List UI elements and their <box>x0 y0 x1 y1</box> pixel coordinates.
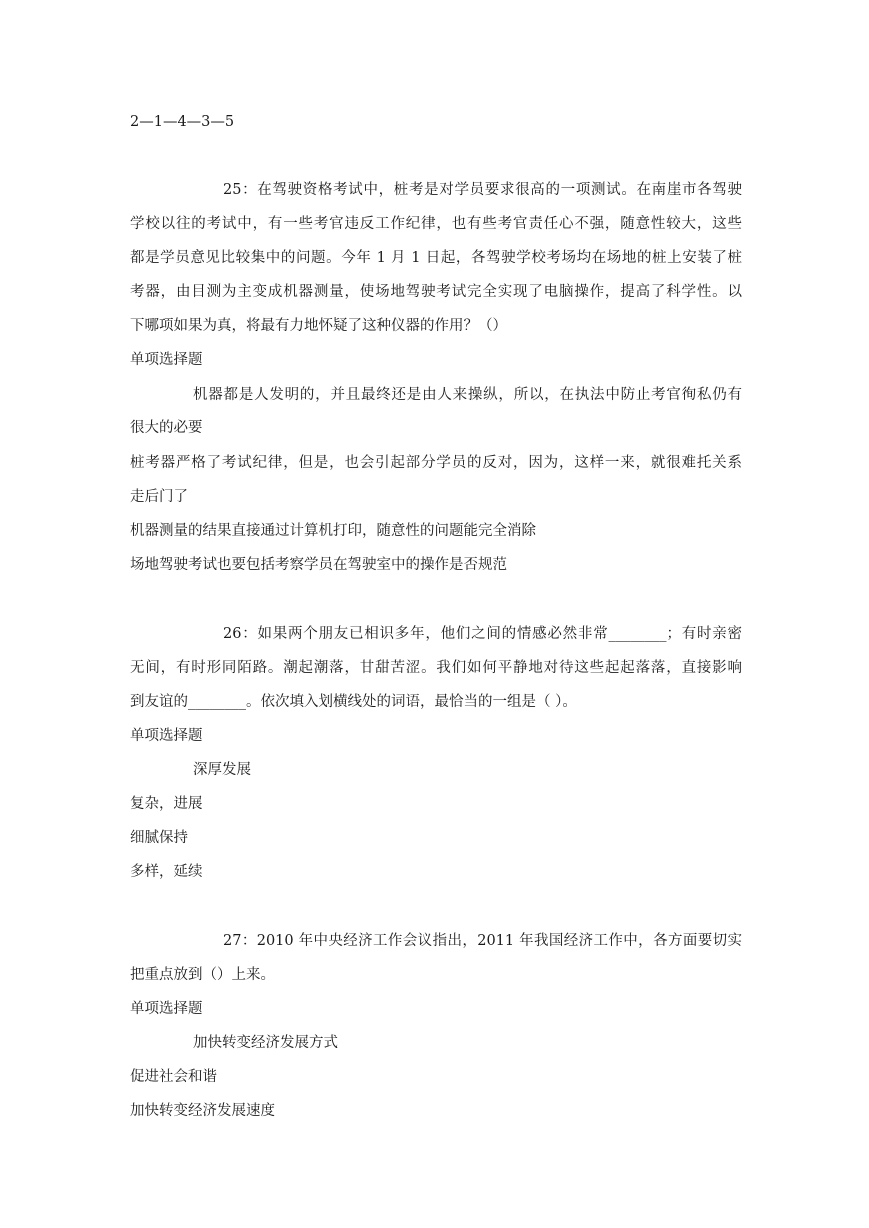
question-stem-line: 把重点放到（）上来。 <box>130 967 275 983</box>
option-d: 多样，延续 <box>130 864 203 880</box>
option-b: 复杂，进展 <box>130 796 203 812</box>
question-type: 单项选择题 <box>130 352 203 368</box>
question-stem-line: 26：如果两个朋友已相识多年，他们之间的情感必然非常________；有时亲密 <box>223 626 742 642</box>
previous-answer: 2—1—4—3—5 <box>130 114 235 130</box>
option-a-continued: 很大的必要 <box>130 420 203 436</box>
option-c: 机器测量的结果直接通过计算机打印，随意性的问题能完全消除 <box>130 523 536 539</box>
question-stem-line: 到友谊的________。依次填入划横线处的词语，最恰当的一组是（ ）。 <box>130 694 577 710</box>
option-b: 桩考器严格了考试纪律，但是，也会引起部分学员的反对，因为，这样一来，就很难托关系 <box>130 455 742 471</box>
question-type: 单项选择题 <box>130 728 203 744</box>
question-stem-line: 学校以往的考试中，有一些考官违反工作纪律，也有些考官责任心不强，随意性较大，这些 <box>130 216 742 232</box>
question-stem-line: 25：在驾驶资格考试中，桩考是对学员要求很高的一项测试。在南崖市各驾驶 <box>223 182 742 198</box>
question-stem-line: 都是学员意见比较集中的问题。今年 1 月 1 日起，各驾驶学校考场均在场地的桩上安装了桩 <box>130 250 742 266</box>
question-stem-line: 下哪项如果为真，将最有力地怀疑了这种仪器的作用？（） <box>130 318 507 334</box>
question-stem-line: 27：2010 年中央经济工作会议指出，2011 年我国经济工作中，各方面要切实 <box>223 933 742 949</box>
option-a: 机器都是人发明的，并且最终还是由人来操纵，所以，在执法中防止考官徇私仍有 <box>193 387 742 403</box>
option-c: 加快转变经济发展速度 <box>130 1103 275 1119</box>
option-d: 场地驾驶考试也要包括考察学员在驾驶室中的操作是否规范 <box>130 557 507 573</box>
question-type: 单项选择题 <box>130 1001 203 1017</box>
option-c: 细腻保持 <box>130 830 188 846</box>
option-a: 深厚发展 <box>193 762 251 778</box>
question-stem-line: 无间，有时形同陌路。潮起潮落，甘甜苦涩。我们如何平静地对待这些起起落落，直接影响 <box>130 660 742 676</box>
option-b: 促进社会和谐 <box>130 1069 217 1085</box>
option-b-continued: 走后门了 <box>130 489 188 505</box>
question-stem-line: 考器，由目测为主变成机器测量，使场地驾驶考试完全实现了电脑操作，提高了科学性。以 <box>130 284 742 300</box>
option-a: 加快转变经济发展方式 <box>193 1035 338 1051</box>
